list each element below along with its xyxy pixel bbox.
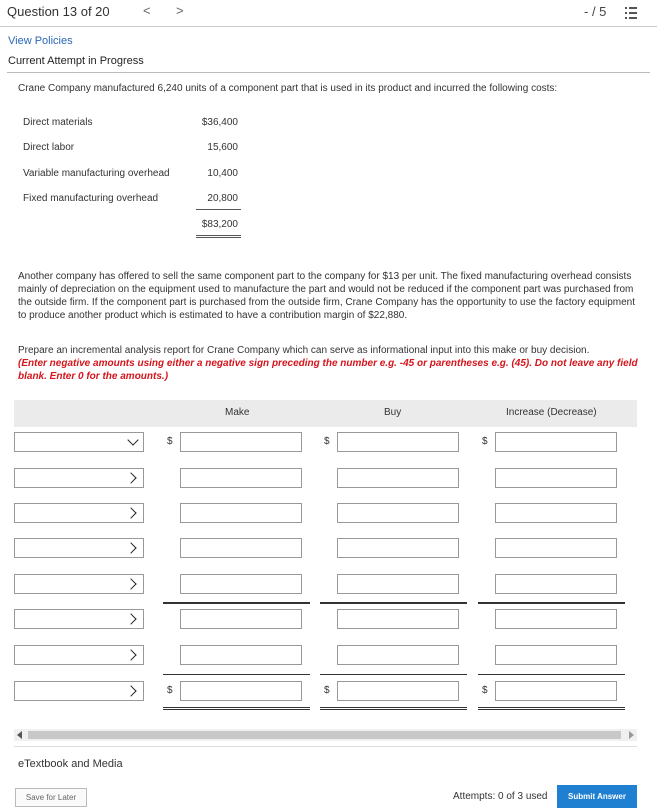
column-header-buy: Buy (384, 407, 402, 418)
divider (14, 746, 637, 747)
row-label-dropdown[interactable] (14, 574, 144, 594)
buy-amount-input[interactable] (337, 645, 459, 665)
make-amount-input[interactable] (180, 503, 302, 523)
buy-amount-input[interactable] (337, 468, 459, 488)
current-attempt-label: Current Attempt in Progress (8, 55, 144, 67)
dollar-sign: $ (324, 685, 330, 696)
increase-decrease-amount-input[interactable] (495, 574, 617, 594)
view-policies-link[interactable]: View Policies (8, 35, 73, 47)
dollar-sign: $ (167, 685, 173, 696)
question-score: - / 5 (584, 4, 607, 19)
column-rule (478, 603, 625, 604)
horizontal-scrollbar[interactable] (14, 729, 637, 741)
buy-amount-input[interactable] (337, 538, 459, 558)
column-rule (320, 603, 467, 604)
column-rule (163, 603, 310, 604)
cost-label: Fixed manufacturing overhead (23, 193, 159, 204)
chevron-right-icon (125, 578, 136, 589)
cost-label: Direct materials (23, 117, 93, 128)
total-double-rule-bottom (196, 237, 241, 238)
cost-label: Direct labor (23, 142, 75, 153)
chevron-down-icon (127, 434, 138, 445)
column-rule (478, 707, 625, 708)
column-header-make: Make (225, 407, 250, 418)
make-amount-input[interactable] (180, 574, 302, 594)
question-counter: Question 13 of 20 (7, 4, 110, 19)
increase-decrease-amount-input[interactable] (495, 609, 617, 629)
chevron-right-icon (125, 472, 136, 483)
buy-amount-input[interactable] (337, 503, 459, 523)
buy-amount-input[interactable] (337, 432, 459, 452)
total-double-rule-top (196, 235, 241, 236)
buy-amount-input[interactable] (337, 681, 459, 701)
scroll-left-icon[interactable] (17, 731, 22, 739)
column-rule (478, 674, 625, 675)
column-rule (163, 707, 310, 708)
increase-decrease-amount-input[interactable] (495, 538, 617, 558)
prompt-text: Prepare an incremental analysis report for Crane Company which can serve as informational input into this make or buy decision. (18, 345, 590, 356)
cost-value: $36,400 (201, 117, 238, 128)
column-rule (320, 674, 467, 675)
row-label-dropdown[interactable] (14, 538, 144, 558)
chevron-right-icon (125, 507, 136, 518)
make-amount-input[interactable] (180, 468, 302, 488)
column-rule (163, 709, 310, 710)
make-amount-input[interactable] (180, 609, 302, 629)
question-header (0, 0, 657, 27)
cost-value: 15,600 (207, 142, 238, 153)
dollar-sign: $ (482, 685, 488, 696)
problem-paragraph: Another company has offered to sell the same component part to the company for $13 per unit. The fixed manufacturing overhead consists mainly of depreciation on the equipment used to manufacture the part and would not be reduced if the component part was purchased from the outside firm. If the component part is purchased from the outside firm, Crane Company has the opportunity to use the factory equipment to produce another product which is estimated to have a contribution margin of $22,880. (18, 271, 635, 321)
chevron-right-icon (125, 685, 136, 696)
scroll-right-icon[interactable] (629, 731, 634, 739)
row-label-dropdown[interactable] (14, 609, 144, 629)
make-amount-input[interactable] (180, 645, 302, 665)
chevron-right-icon (125, 613, 136, 624)
column-rule (478, 709, 625, 710)
etextbook-media-link[interactable]: eTextbook and Media (18, 758, 123, 770)
buy-amount-input[interactable] (337, 574, 459, 594)
column-rule (320, 709, 467, 710)
row-label-dropdown[interactable] (14, 432, 144, 452)
increase-decrease-amount-input[interactable] (495, 503, 617, 523)
previous-question-button[interactable]: < (143, 3, 151, 18)
dollar-sign: $ (324, 436, 330, 447)
problem-prompt (18, 344, 643, 383)
cost-total: $83,200 (201, 219, 238, 230)
make-amount-input[interactable] (180, 538, 302, 558)
make-amount-input[interactable] (180, 681, 302, 701)
row-label-dropdown[interactable] (14, 468, 144, 488)
increase-decrease-amount-input[interactable] (495, 681, 617, 701)
divider (7, 72, 650, 73)
increase-decrease-amount-input[interactable] (495, 468, 617, 488)
attempts-counter: Attempts: 0 of 3 used (453, 791, 548, 802)
make-amount-input[interactable] (180, 432, 302, 452)
row-label-dropdown[interactable] (14, 681, 144, 701)
row-label-dropdown[interactable] (14, 503, 144, 523)
cost-value: 10,400 (207, 168, 238, 179)
total-rule (196, 209, 241, 210)
increase-decrease-amount-input[interactable] (495, 432, 617, 452)
column-rule (163, 674, 310, 675)
save-for-later-button[interactable]: Save for Later (15, 788, 87, 807)
dollar-sign: $ (482, 436, 488, 447)
cost-label: Variable manufacturing overhead (23, 168, 170, 179)
entry-instructions: (Enter negative amounts using either a negative sign preceding the number e.g. -45 or parentheses e.g. (45). Do not leave any field blank. Enter 0 for the amounts.) (18, 358, 638, 382)
submit-answer-button[interactable]: Submit Answer (557, 785, 637, 808)
scrollbar-thumb[interactable] (28, 731, 621, 739)
buy-amount-input[interactable] (337, 609, 459, 629)
problem-intro: Crane Company manufactured 6,240 units of a component part that is used in its product and incurred the following costs: (18, 83, 558, 94)
cost-value: 20,800 (207, 193, 238, 204)
increase-decrease-amount-input[interactable] (495, 645, 617, 665)
chevron-right-icon (125, 542, 136, 553)
chevron-right-icon (125, 649, 136, 660)
row-label-dropdown[interactable] (14, 645, 144, 665)
column-header-increase-decrease: Increase (Decrease) (506, 407, 597, 418)
dollar-sign: $ (167, 436, 173, 447)
question-list-icon[interactable] (625, 6, 637, 20)
column-rule (320, 707, 467, 708)
next-question-button[interactable]: > (176, 3, 184, 18)
